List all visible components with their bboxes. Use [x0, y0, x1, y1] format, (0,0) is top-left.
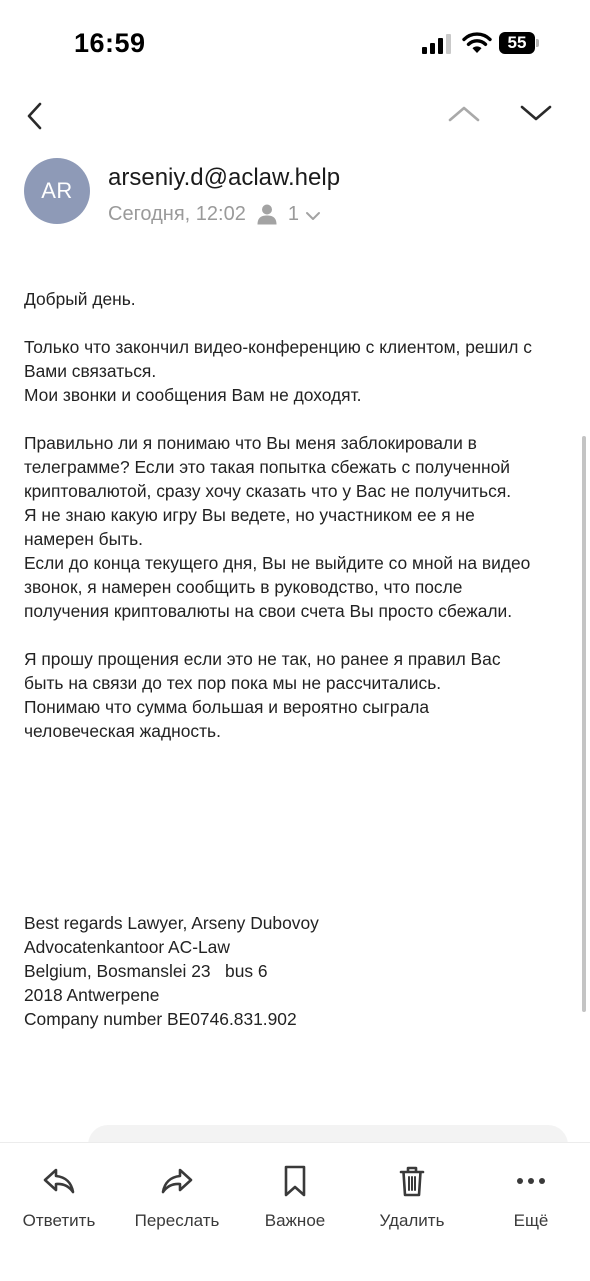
message-date: Сегодня, 12:02 [108, 202, 246, 225]
avatar[interactable]: AR [24, 158, 90, 224]
body-line: Я прошу прощения если это не так, но ранее я правил Вас [24, 649, 501, 669]
forward-label: Переслать [134, 1211, 220, 1230]
body-line: телеграмме? Если это такая попытка сбежать с полученной [24, 457, 510, 477]
status-time: 16:59 [74, 28, 146, 58]
reply-button[interactable] [14, 1157, 104, 1237]
forward-icon [159, 1163, 195, 1199]
sender-address[interactable]: arseniy.d@aclaw.help [108, 164, 341, 191]
navigation-bar [0, 88, 590, 144]
body-line: намерен быть. [24, 529, 144, 549]
next-message-button[interactable] [518, 98, 554, 128]
cellular-signal-icon [422, 34, 454, 54]
important-button[interactable] [252, 1157, 338, 1237]
body-line: человеческая жадность. [24, 721, 221, 741]
chevron-down-icon [305, 210, 321, 222]
wifi-icon [462, 32, 492, 54]
status-bar [0, 0, 590, 80]
battery-indicator [499, 32, 539, 54]
trash-icon [394, 1163, 430, 1199]
message-body [24, 287, 574, 743]
reply-label: Ответить [22, 1211, 96, 1230]
signature-line: 2018 Antwerpene [24, 985, 160, 1005]
more-dots-icon [513, 1163, 549, 1199]
delete-label: Удалить [379, 1211, 445, 1230]
body-line: Мои звонки и сообщения Вам не доходят. [24, 385, 362, 405]
body-line: криптовалютой, сразу хочу сказать что у Вас не получиться. [24, 481, 512, 501]
delete-button[interactable] [364, 1157, 460, 1237]
message-meta[interactable] [108, 200, 321, 228]
back-button[interactable] [20, 96, 50, 136]
signature-line: Belgium, Bosmanslei 23 bus 6 [24, 961, 268, 981]
bookmark-icon [277, 1163, 313, 1199]
signature [24, 911, 574, 1031]
chevron-up-icon [446, 98, 482, 128]
chevron-left-icon [20, 96, 50, 136]
person-icon [256, 203, 278, 225]
body-line: быть на связи до тех пор пока мы не рассчитались. [24, 673, 442, 693]
body-line: Правильно ли я понимаю что Вы меня заблокировали в [24, 433, 477, 453]
body-line: Если до конца текущего дня, Вы не выйдите со мной на видео [24, 553, 531, 573]
body-line: Только что закончил видео-конференцию с клиентом, решил с [24, 337, 532, 357]
forward-button[interactable] [124, 1157, 230, 1237]
previous-message-button[interactable] [446, 98, 482, 128]
body-line: получения криптовалюты на свои счета Вы просто сбежали. [24, 601, 513, 621]
body-line: Я не знаю какую игру Вы ведете, но участником ее я не [24, 505, 475, 525]
message-header [0, 158, 590, 238]
signature-line: Best regards Lawyer, Arseny Dubovoy [24, 913, 319, 933]
recipients-count: 1 [287, 202, 299, 225]
body-line: Вами связаться. [24, 361, 157, 381]
more-label: Ещё [513, 1211, 549, 1230]
signature-line: Company number BE0746.831.902 [24, 1009, 297, 1029]
important-label: Важное [264, 1211, 326, 1230]
chevron-down-icon [518, 98, 554, 128]
scrollbar[interactable] [582, 436, 586, 1012]
greeting: Добрый день. [24, 289, 136, 309]
body-line: звонок, я намерен сообщить в руководство, что после [24, 577, 463, 597]
more-button[interactable] [494, 1157, 568, 1237]
signature-line: Advocatenkantoor AC-Law [24, 937, 230, 957]
body-line: Понимаю что сумма большая и вероятно сыграла [24, 697, 430, 717]
battery-level: 55 [507, 33, 527, 52]
reply-icon [41, 1163, 77, 1199]
bottom-toolbar [0, 1142, 590, 1281]
